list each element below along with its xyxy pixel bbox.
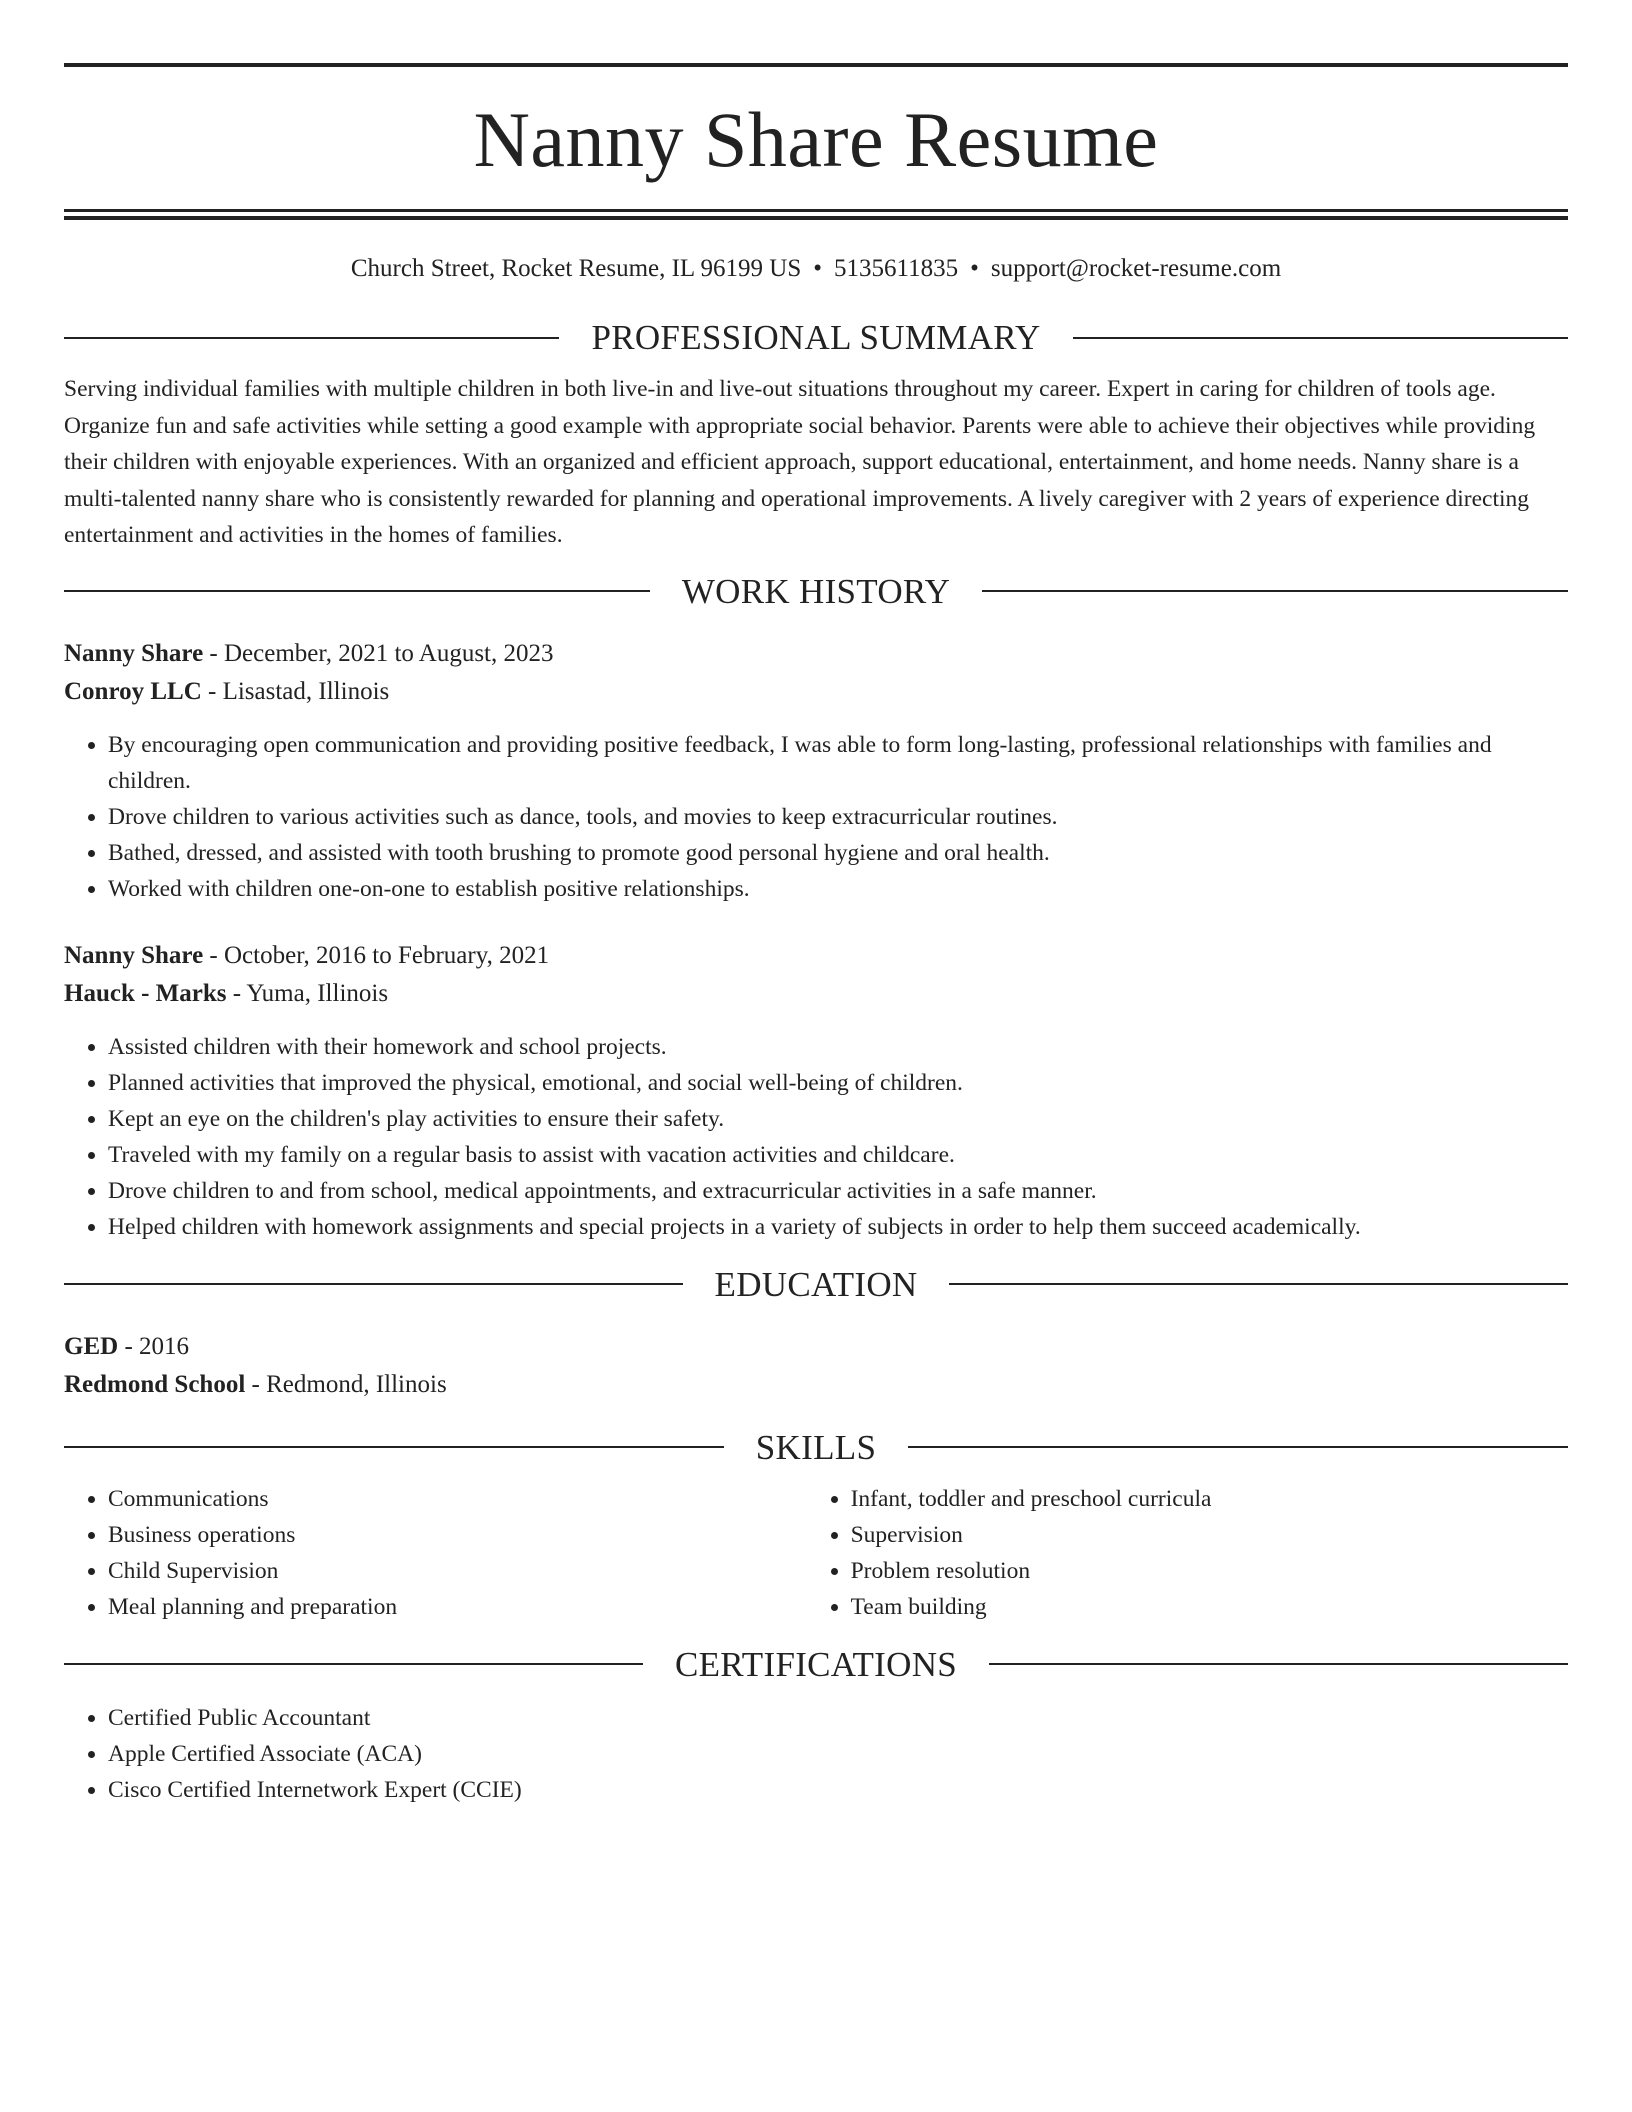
list-item: • Apple Certified Associate (ACA) — [108, 1736, 1568, 1772]
list-item: • Drove children to and from school, medical appointments, and extracurricular activities in a safe manner. — [108, 1173, 1568, 1209]
list-item: • Supervision — [851, 1517, 1568, 1553]
education-degree: GED — [64, 1332, 119, 1360]
education-degree-line — [64, 1328, 1568, 1366]
heading-rule — [64, 1663, 643, 1665]
education-entry — [64, 1328, 1568, 1404]
list-item: • Worked with children one-on-one to establish positive relationships. — [108, 871, 1568, 907]
section-title: CERTIFICATIONS — [674, 1644, 958, 1684]
education-school-line — [64, 1366, 1568, 1404]
contact-separator: • — [813, 255, 822, 282]
list-item: • Helped children with homework assignments and special projects in a variety of subjects in order to help them succeed academically. — [108, 1209, 1568, 1245]
section-heading-certifications — [64, 1644, 1568, 1684]
education-location: - Redmond, Illinois — [245, 1370, 447, 1398]
heading-rule — [64, 1283, 683, 1285]
contact-phone: 5135611835 — [834, 255, 959, 282]
list-item: • Planned activities that improved the physical, emotional, and social well-being of children. — [108, 1065, 1568, 1101]
job-company-line — [64, 975, 1568, 1013]
job-location: - Lisastad, Illinois — [201, 677, 390, 705]
education-school: Redmond School — [64, 1370, 246, 1398]
list-item: • Traveled with my family on a regular basis to assist with vacation activities and childcare. — [108, 1137, 1568, 1173]
job-title-line — [64, 937, 1568, 975]
list-item: • Assisted children with their homework and school projects. — [108, 1029, 1568, 1065]
contact-separator: • — [970, 255, 979, 282]
heading-rule — [64, 1446, 724, 1448]
section-heading-education — [64, 1264, 1568, 1304]
section-title: WORK HISTORY — [681, 571, 951, 611]
list-item: • By encouraging open communication and providing positive feedback, I was able to form long-lasting, professional relationships with families and children. — [108, 727, 1568, 799]
certifications-list — [64, 1700, 1568, 1808]
list-item: • Team building — [851, 1589, 1568, 1625]
job-dates: - December, 2021 to August, 2023 — [203, 639, 554, 667]
heading-rule — [64, 337, 559, 339]
job-bullets — [64, 727, 1568, 907]
job-bullets — [64, 1029, 1568, 1245]
section-title: EDUCATION — [714, 1264, 918, 1304]
contact-address: Church Street, Rocket Resume, IL 96199 US — [350, 255, 802, 282]
skills-list-left — [64, 1481, 807, 1625]
heading-rule — [949, 1283, 1568, 1285]
summary-text: Serving individual families with multiple children in both live-in and live-out situations throughout my career. Expert in caring for children of tools age. Organize fun and safe activities while setting a good example with appropriate social behavior. Parents were able to achieve their objectives while providing their children with enjoyable experiences. With an organized and efficient approach, support educational, entertainment, and home needs. Nanny share is a multi-talented nanny share who is consistently rewarded for planning and operational improvements. A lively caregiver with 2 years of experience directing entertainment and activities in the homes of families. — [64, 376, 1536, 548]
skills-list-right — [807, 1481, 1568, 1625]
job-entry — [64, 635, 1568, 907]
job-location: - Yuma, Illinois — [226, 979, 389, 1007]
list-item: • Certified Public Accountant — [108, 1700, 1568, 1736]
section-title: SKILLS — [755, 1427, 877, 1467]
skills-columns — [64, 1481, 1568, 1625]
top-rule — [64, 63, 1568, 67]
list-item: • Problem resolution — [851, 1553, 1568, 1589]
list-item: • Child Supervision — [108, 1553, 807, 1589]
list-item: • Kept an eye on the children's play activities to ensure their safety. — [108, 1101, 1568, 1137]
heading-rule — [908, 1446, 1568, 1448]
list-item: • Drove children to various activities such as dance, tools, and movies to keep extracurricular routines. — [108, 799, 1568, 835]
list-item: • Bathed, dressed, and assisted with tooth brushing to promote good personal hygiene and oral health. — [108, 835, 1568, 871]
job-company: Hauck - Marks — [64, 979, 227, 1007]
list-item: • Infant, toddler and preschool curricula — [851, 1481, 1568, 1517]
section-title: PROFESSIONAL SUMMARY — [591, 318, 1041, 357]
list-item: • Meal planning and preparation — [108, 1589, 807, 1625]
list-item: • Communications — [108, 1481, 807, 1517]
list-item: • Cisco Certified Internetwork Expert (CCIE) — [108, 1772, 1568, 1808]
title-double-rule — [64, 209, 1568, 220]
heading-rule — [982, 590, 1568, 592]
job-company-line — [64, 673, 1568, 711]
education-year: - 2016 — [118, 1332, 190, 1360]
job-entry — [64, 937, 1568, 1245]
job-title-line — [64, 635, 1568, 673]
heading-rule — [1073, 337, 1568, 339]
job-company: Conroy LLC — [64, 677, 202, 705]
job-role: Nanny Share — [64, 941, 204, 969]
contact-email: support@rocket-resume.com — [990, 255, 1282, 282]
list-item: • Business operations — [108, 1517, 807, 1553]
job-role: Nanny Share — [64, 639, 204, 667]
section-heading-summary — [64, 320, 1568, 355]
heading-rule — [989, 1663, 1568, 1665]
heading-rule — [64, 590, 650, 592]
job-dates: - October, 2016 to February, 2021 — [203, 941, 550, 969]
resume-page — [64, 63, 1568, 1808]
section-heading-work — [64, 571, 1568, 611]
section-heading-skills — [64, 1427, 1568, 1467]
page-title: Nanny Share Resume — [473, 96, 1159, 183]
contact-line — [64, 254, 1568, 284]
